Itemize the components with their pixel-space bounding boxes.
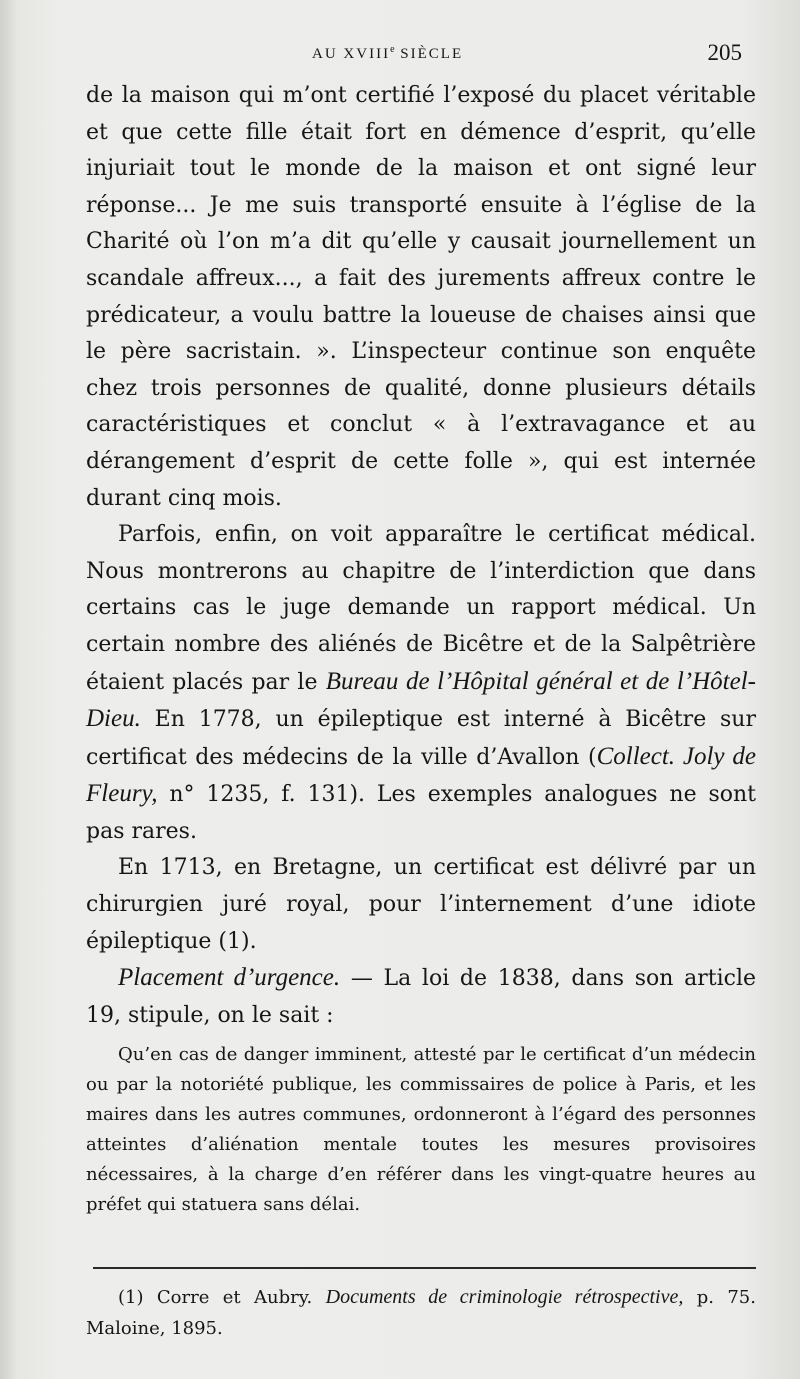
paragraph-1: de la maison qui m’ont certifié l’exposé du placet véritable et que cette fille était fort en démence d’esprit, qu’elle injuriait tout le monde de la maison et ont signé leur réponse... Je me suis transporté ensuite à l’église de la Charité où l’on m’a dit qu’elle y causait journellement un scandale affreux..., a fait des jurements affreux contre le prédicateur, a voulu battre la loueuse de chaises ainsi que le père sacristain. ». L’inspecteur continue son enquête chez trois personnes de qualité, donne plusieurs détails caractéristiques et conclut « à l’extravagance et au dérangement d’esprit de cette folle », qui est internée durant cinq mois.: [86, 83, 756, 511]
running-title-end: SIÈCLE: [394, 46, 464, 62]
page-header: [0, 36, 800, 70]
paragraph-4-text: — La loi de 1838, dans son article 19, stipule, on le sait :: [86, 966, 757, 1028]
paragraph-2: [86, 517, 756, 850]
paragraph-3: En 1713, en Bretagne, un certificat est délivré par un chirurgien juré royal, pour l’internement d’une idiote épileptique (1).: [86, 855, 756, 954]
paragraph-2-text-a: Parfois, enfin, on voit apparaître le certificat médical. Nous montrerons au chapitre de l’interdiction que dans certains cas le juge demande un rapport médical. Un certain nombre des aliénés de Bicêtre et de la Salpêtrière étaient placés par le: [86, 522, 756, 695]
paragraph-2-italic-collection: Collect. Joly de Fleury,: [86, 742, 756, 808]
law-quotation: Qu’en cas de danger imminent, attesté par le certificat d’un médecin ou par la notoriété publique, les commissaires de police à Paris, et les maires dans les autres communes, ordonneront à l’égard des personnes atteintes d’aliénation mentale toutes les mesures provisoires nécessaires, à la charge d’en référer dans les vingt-quatre heures au préfet qui statuera sans délai.: [86, 1044, 756, 1215]
footnote: [86, 1282, 756, 1344]
page-number: 205: [707, 40, 742, 65]
running-title-superscript: e: [390, 44, 395, 55]
paragraph-4: [86, 960, 756, 1034]
footnote-title: Documents de criminologie rétrospective,: [325, 1286, 684, 1308]
running-title: [312, 44, 463, 63]
paragraph-2-text-b: En 1778, un épileptique est interné à Bicêtre sur certificat des médecins de la ville d’Avallon (: [86, 707, 756, 770]
footnote-separator: [93, 1267, 756, 1269]
footnote-lead: (1) Corre et Aubry.: [118, 1287, 326, 1308]
paragraph-2-text-c: n° 1235, f. 131). Les exemples analogues ne sont pas rares.: [86, 782, 756, 844]
footnote-tail: p. 75. Maloine, 1895.: [86, 1287, 756, 1339]
paragraph-2-italic-bureau: Bureau de l’Hôpital général et de l’Hôtel-Dieu.: [86, 667, 756, 733]
main-text: [86, 78, 756, 1034]
section-heading-placement-urgence: Placement d’urgence.: [118, 964, 341, 992]
running-title-text: AU XVIII: [312, 46, 391, 62]
